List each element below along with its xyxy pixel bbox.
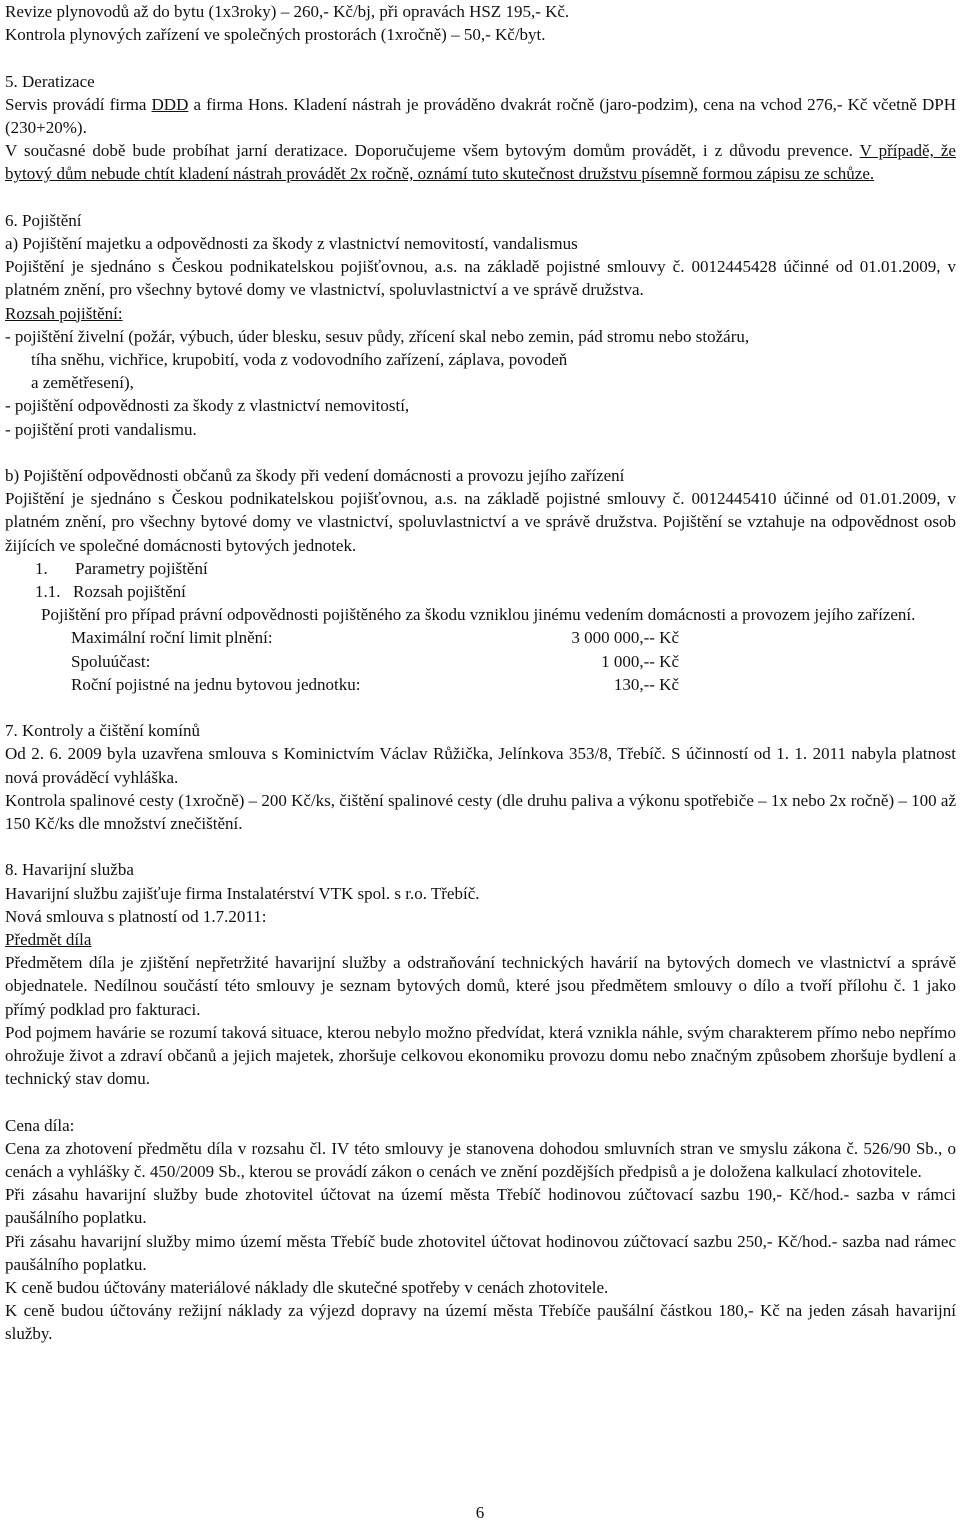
scope-item-2: - pojištění odpovědnosti za škody z vlastnictví nemovitostí,: [5, 396, 410, 416]
table-row: Maximální roční limit plnění: 3 000 000,-- Kč: [71, 628, 679, 648]
scope-item-1-end: a zemětřesení),: [31, 373, 134, 393]
price-label: Cena díla:: [5, 1115, 75, 1135]
page-number: 6: [475, 1503, 485, 1522]
section-7-text-2: Kontrola spalinové cesty (1xročně) – 200 Kč/ks, čištění spalinové cesty (dle druhu paliva a výkonu spotřebiče – 1x nebo 2x ročně) – 100 až 150 Kč/ks dle množství znečištění.: [5, 790, 956, 834]
table-row: Roční pojistné na jednu bytovou jednotku: 130,-- Kč: [71, 674, 679, 694]
price-text-4: K ceně budou účtovány materiálové náklady dle skutečné spotřeby v cenách zhotovitele.: [5, 1278, 609, 1298]
table-row: Spoluúčast: 1 000,-- Kč: [71, 651, 679, 671]
document-page: [5, 0, 956, 1346]
section-8-text-1: Havarijní službu zajišťuje firma Instalatérství VTK spol. s r.o. Třebíč.: [5, 883, 480, 903]
section-6-heading: 6. Pojištění: [5, 210, 82, 230]
section-5-paragraph-2: V současné době bude probíhat jarní deratizace. Doporučujeme všem bytovým domům provádět, i z důvodu prevence. V případě, že bytový dům nebude chtít kladení nástrah provádět 2x ročně, oznámí tuto skutečnost družstvu písemně formou zápisu ze schůze.: [5, 141, 956, 184]
section-8-heading: 8. Havarijní služba: [5, 860, 134, 880]
scope-item-1: - pojištění živelní (požár, výbuch, úder blesku, sesuv půdy, zřícení skal nebo zemin, pád stromu nebo stožáru,: [5, 326, 750, 346]
section-6a-text: Pojištění je sjednáno s Českou podnikatelskou pojišťovnou, a.s. na základě pojistné smlouvy č. 0012445428 účinné od 01.01.2009, v platném znění, pro všechny bytové domy ve vlastnictví, spoluvlastnictví a ve správě družstva.: [5, 257, 956, 300]
ddd-link: DDD: [151, 94, 189, 114]
accident-text: Pod pojmem havárie se rozumí taková situace, kterou nebylo možno předvídat, která vznikla náhle, svým charakterem přímo nebo nepřímo ohrožuje život a zdraví občanů a jejich majetek, zhoršuje celkovou ekonomiku provozu domu nebo značným způsobem zhoršuje bydlení a technický stav domu.: [5, 1022, 956, 1089]
section-8-text-2: Nová smlouva s platností od 1.7.2011:: [5, 906, 267, 926]
insurance-parameters-table: [71, 626, 956, 696]
price-text-1: Cena za zhotovení předmětu díla v rozsahu čl. IV této smlouvy je stanovena dohodou smluvních stran ve smyslu zákona č. 526/90 Sb., o cenách a vyhlášky č. 450/2009 Sb., kterou se provádí zákon o cenách ve znění pozdějších předpisů a je doložena kalkulací zhotovitele.: [5, 1138, 956, 1182]
gas-inspection-line: Kontrola plynových zařízení ve společných prostorách (1xročně) – 50,- Kč/byt.: [5, 25, 546, 45]
section-6a-scope-label: Rozsah pojištění:: [5, 303, 123, 323]
section-6b-title: b) Pojištění odpovědnosti občanů za škody při vedení domácnosti a provozu jejího zařízení: [5, 466, 625, 486]
section-7-heading: 7. Kontroly a čištění komínů: [5, 721, 201, 741]
scope-item-1-cont: tíha sněhu, vichřice, krupobití, voda z vodovodního zařízení, záplava, povodeň: [31, 350, 568, 370]
price-text-3: Při zásahu havarijní služby mimo území města Třebíč bude zhotovitel účtovat hodinovou zúčtovací sazbu 250,- Kč/hod.- sazba nad rámec paušálního poplatku.: [5, 1231, 956, 1274]
section-6a-title: a) Pojištění majetku a odpovědnosti za škody z vlastnictví nemovitostí, vandalismus: [5, 234, 578, 253]
sub-item-1-1: 1.1. Rozsah pojištění: [35, 582, 186, 602]
section-5-paragraph: Servis provádí firma DDD a firma Hons. Kladení nástrah je prováděno dvakrát ročně (jaro-podzim), cena na vchod 276,- Kč včetně DPH (230+20%).: [5, 94, 956, 137]
subject-text: Předmětem díla je zjištění nepřetržité havarijní služby a odstraňování technických havárií na bytových domech ve vlastnictví a správě objednatele. Nedílnou součástí této smlouvy je seznam bytových domů, které jsou předmětem smlouvy o dílo a tvoří přílohu č. 1 jako přímý podklad pro fakturaci.: [5, 953, 956, 1019]
price-text-2: Při zásahu havarijní služby bude zhotovitel účtovat na území města Třebíč hodinovou zúčtovací sazbu 190,- Kč/hod.- sazba v rámci paušálního poplatku.: [5, 1185, 956, 1228]
section-6b-text: Pojištění je sjednáno s Českou podnikatelskou pojišťovnou, a.s. na základě pojistné smlouvy č. 0012445410 účinné od 01.01.2009, v platném znění, pro všechny bytové domy ve vlastnictví, spoluvlastnictví a ve správě družstva. Pojištění se vztahuje na odpovědnost osob žijících ve společné domácnosti bytových jednotek.: [5, 489, 956, 555]
price-text-5: K ceně budou účtovány režijní náklady za výjezd dopravy na území města Třebíče paušální částkou 180,- Kč na jeden zásah havarijní služby.: [5, 1301, 956, 1344]
subject-label: Předmět díla: [5, 930, 92, 950]
sub-item-1: 1. Parametry pojištění: [35, 558, 208, 578]
scope-item-3: - pojištění proti vandalismu.: [5, 419, 197, 439]
section-5-underlined-note: V případě, že bytový dům nebude chtít kladení nástrah provádět 2x ročně, oznámí tuto skutečnost družstvu písemně formou zápisu ze schůze.: [5, 141, 956, 184]
scope-text: Pojištění pro případ právní odpovědnosti pojištěného za škodu vzniklou jinému vedením domácnosti a provozem jejího zařízení.: [41, 605, 916, 625]
gas-revision-line: Revize plynovodů až do bytu (1x3roky) – 260,- Kč/bj, při opravách HSZ 195,- Kč.: [5, 2, 570, 21]
section-5-heading: 5. Deratizace: [5, 71, 95, 91]
section-7-text-1: Od 2. 6. 2009 byla uzavřena smlouva s Kominictvím Václav Růžička, Jelínkova 353/8, Třebíč. S účinností od 1. 1. 2011 nabyla platnost nová prováděcí vyhláška.: [5, 744, 956, 787]
